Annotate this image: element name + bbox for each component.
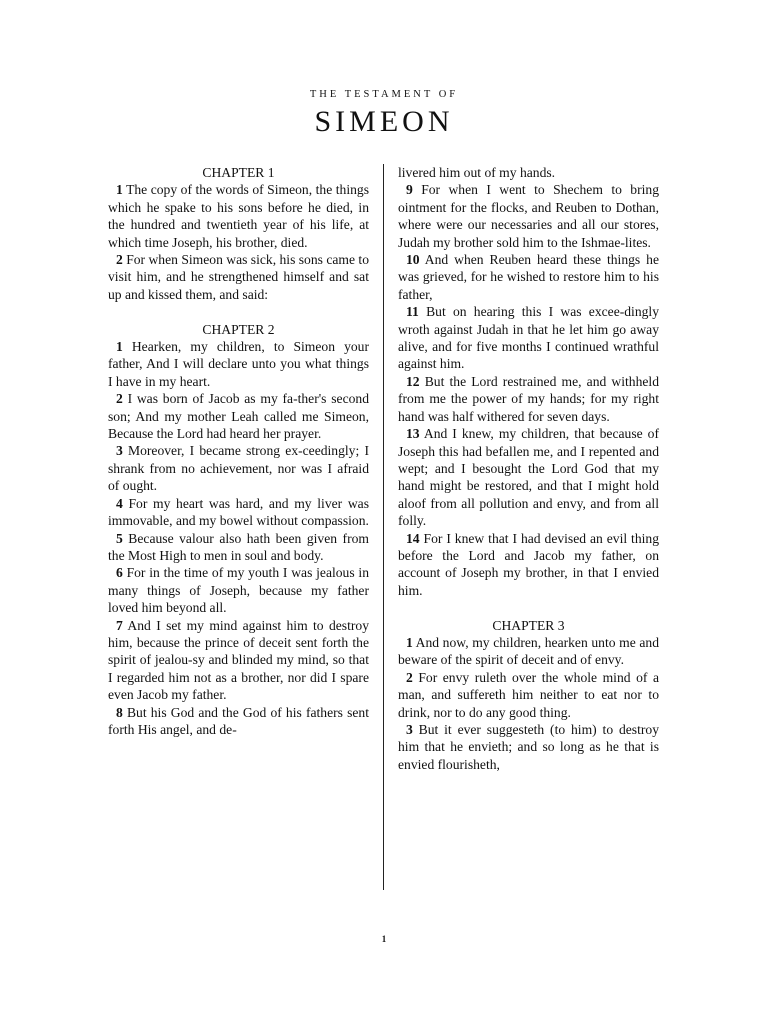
- verse-text: And I set my mind against him to destroy him, because the prince of deceit sent forth the spirit of jealou-sy and blinded my mind, so that I regarded him not as a brother, nor did I spare even Jacob my father.: [108, 617, 369, 703]
- chapter-heading: CHAPTER 3: [492, 617, 565, 633]
- page-header: [0, 88, 768, 140]
- verse: [108, 181, 369, 251]
- verse-number: 3: [406, 721, 413, 737]
- verse: [108, 530, 369, 565]
- verse-number: 12: [406, 373, 420, 389]
- verse: [398, 669, 659, 721]
- chapter-heading: CHAPTER 1: [202, 165, 275, 180]
- verse: [108, 564, 369, 616]
- document-title: SIMEON: [314, 105, 454, 138]
- verse-number: 4: [116, 495, 123, 511]
- verse-number: 14: [406, 530, 420, 546]
- verse-number: 9: [406, 182, 413, 198]
- verse-number: 5: [116, 530, 123, 546]
- chapter-heading: CHAPTER 2: [202, 321, 275, 337]
- verse-text: And when Reuben heard these things he was grieved, for he wished to restore him to his father,: [398, 252, 659, 302]
- verse-text: But on hearing this I was excee-dingly wroth against Judah in that he let him go away alive, and for five months I continued wrathful against him.: [398, 304, 659, 372]
- verse-text: But his God and the God of his fathers sent forth His angel, and de-: [108, 704, 369, 737]
- verse: [398, 181, 659, 251]
- verse: [108, 338, 369, 390]
- verse-number: 10: [406, 252, 420, 268]
- column-divider: [383, 164, 384, 890]
- verse-text: And I knew, my children, that because of Joseph this had befallen me, and I repented and wept; and I besought the Lord God that my hand might be restored, and that I might hold aloof from all pollution and envy, and from all folly.: [398, 426, 659, 529]
- verse-number: 11: [406, 304, 419, 320]
- verse-number: 2: [116, 391, 123, 407]
- verse-text: The copy of the words of Simeon, the things which he spake to his sons before he died, in the hundred and twentieth year of his life, at which time Joseph, his brother, died.: [108, 182, 369, 250]
- verse-text: For my heart was hard, and my liver was immovable, and my bowel without compassion.: [108, 495, 369, 529]
- left-column: [108, 164, 369, 738]
- verse: [108, 251, 369, 303]
- verse: [398, 373, 659, 425]
- verse-number: 1: [406, 634, 413, 650]
- verse-number: 2: [116, 252, 123, 268]
- right-column: [398, 164, 659, 773]
- verse-text: For in the time of my youth I was jealous in many things of Joseph, because my father loved him beyond all.: [108, 565, 369, 616]
- verse-number: 1: [116, 339, 123, 355]
- verse: [398, 251, 659, 303]
- verse-text: I was born of Jacob as my fa-ther's second son; And my mother Leah called me Simeon, Because the Lord had heard her prayer.: [108, 391, 369, 442]
- verse: [108, 495, 369, 530]
- verse-text: Because valour also hath been given from the Most High to men in soul and body.: [108, 530, 369, 563]
- verse-text: But it ever suggesteth (to him) to destroy him that he envieth; and so long as he that is envied flourisheth,: [398, 721, 659, 772]
- verse-number: 2: [406, 669, 413, 685]
- verse-text: For when I went to Shechem to bring ointment for the flocks, and Reuben to Dothan, where were our necessaries and all our stores, Judah my brother sold him to the Ishmae-lites.: [398, 182, 659, 250]
- verse: [398, 634, 659, 669]
- verse-number: 8: [116, 704, 123, 720]
- verse-number: 13: [406, 426, 420, 442]
- verse: [398, 425, 659, 529]
- verse-continuation: livered him out of my hands.: [398, 165, 556, 180]
- verse-number: 7: [116, 617, 123, 633]
- page-number: 1: [381, 934, 387, 944]
- verse-number: 3: [116, 443, 123, 459]
- verse-text: But the Lord restrained me, and withheld from me the power of my hands; for my right hand was half withered for seven days.: [398, 373, 659, 424]
- verse-text: And now, my children, hearken unto me and beware of the spirit of deceit and of envy.: [398, 634, 659, 668]
- verse: [108, 390, 369, 442]
- verse-text: Hearken, my children, to Simeon your father, And I will declare unto you what things I have in my heart.: [108, 339, 369, 389]
- verse: [108, 704, 369, 739]
- verse-text: Moreover, I became strong ex-ceedingly; I shrank from no achievement, nor was I afraid of ought.: [108, 443, 369, 494]
- verse: [108, 442, 369, 494]
- verse-number: 1: [116, 182, 123, 198]
- verse-number: 6: [116, 565, 123, 581]
- verse: [398, 721, 659, 773]
- verse: [398, 530, 659, 600]
- verse: [108, 617, 369, 704]
- verse-text: For when Simeon was sick, his sons came to visit him, and he strengthened himself and sat up and kissed them, and said:: [108, 252, 369, 302]
- verse-text: For envy ruleth over the whole mind of a man, and suffereth him neither to eat nor to drink, nor to do any good thing.: [398, 669, 659, 720]
- verse-text: For I knew that I had devised an evil thing before the Lord and Jacob my father, on account of Joseph my brother, in that I envied him.: [398, 530, 659, 598]
- document-subtitle: THE TESTAMENT OF: [309, 89, 459, 100]
- verse: [398, 303, 659, 373]
